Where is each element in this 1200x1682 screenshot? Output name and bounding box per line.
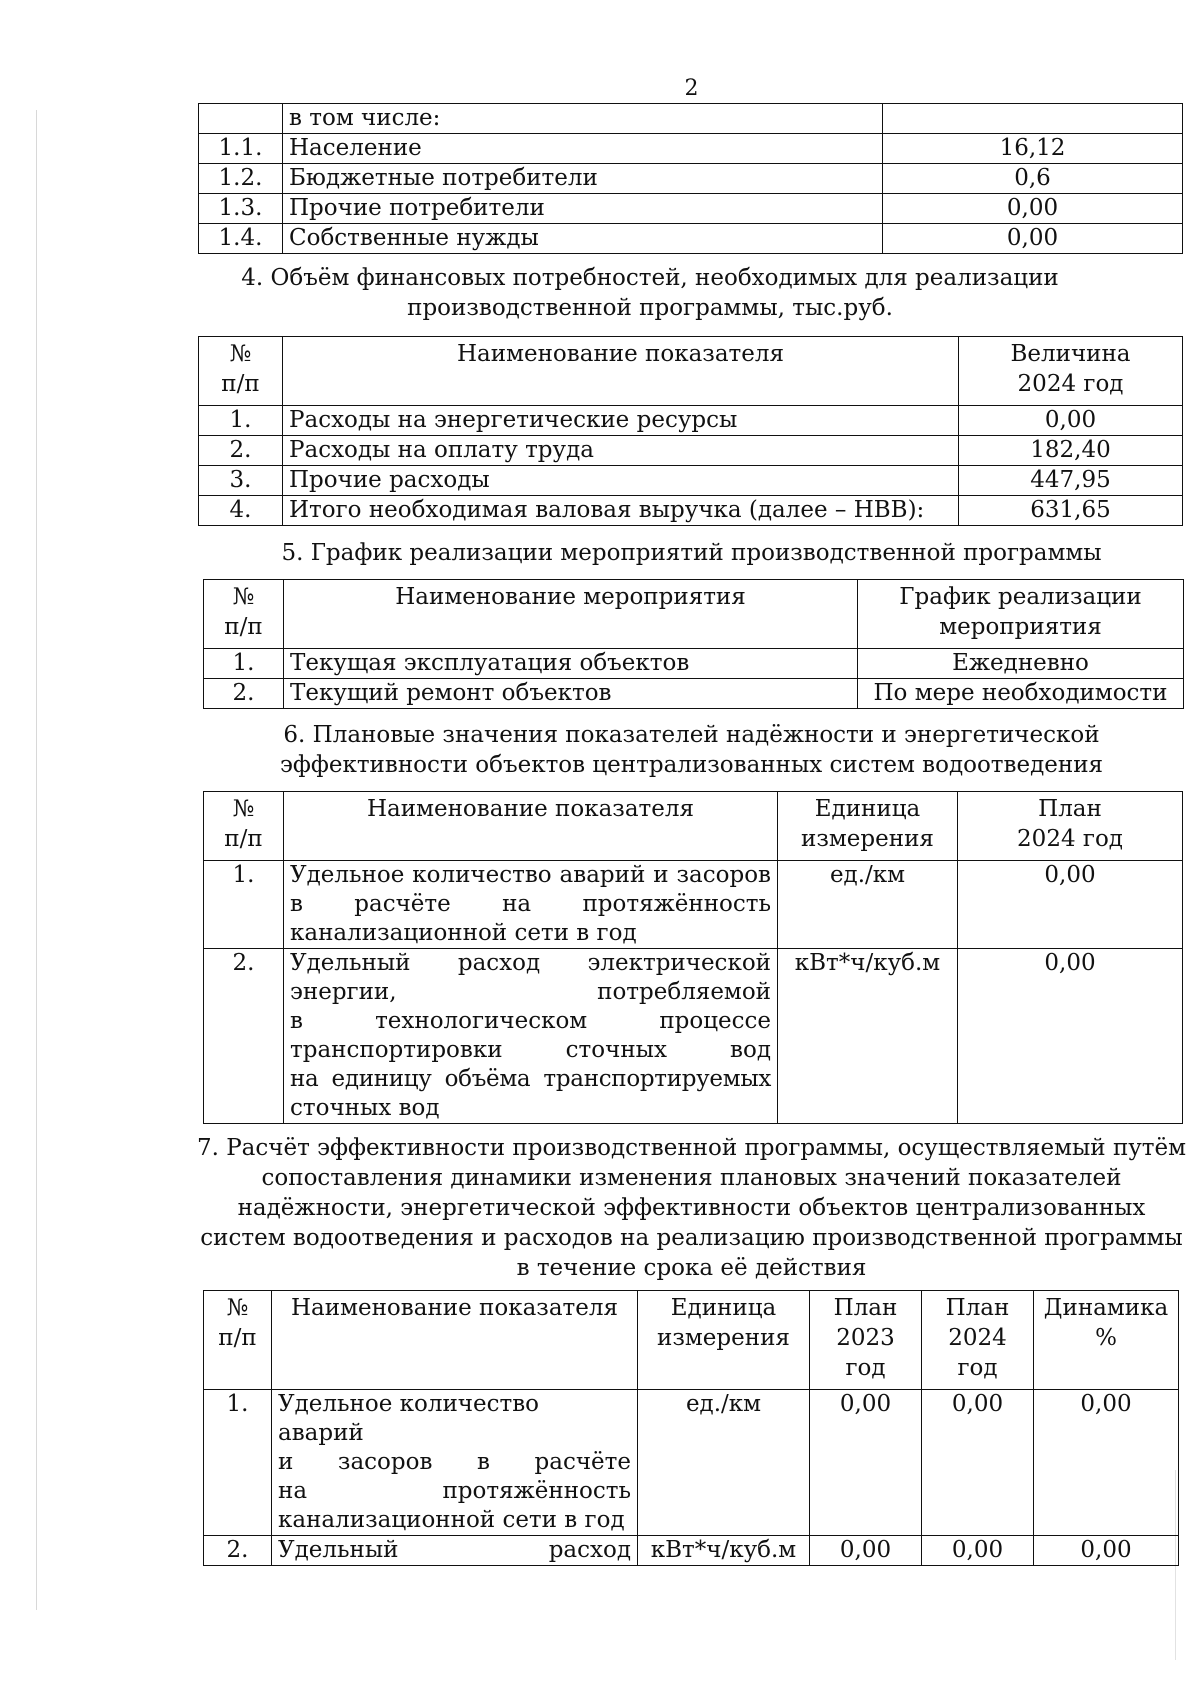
- row-schedule: Ежедневно: [858, 649, 1184, 679]
- header-schedule-line: мероприятия: [939, 614, 1102, 640]
- row-name-line: Удельное количество аварий: [278, 1391, 540, 1446]
- header-num: [204, 1291, 272, 1390]
- row-name-line: Удельный расход электрической: [290, 950, 771, 976]
- table-row: [199, 436, 1183, 466]
- header-unit-line: Единица: [814, 796, 921, 822]
- row-unit: кВт*ч/куб.м: [638, 1536, 810, 1566]
- header-unit-line: измерения: [801, 826, 934, 852]
- table-row: [199, 466, 1183, 496]
- table-row: [199, 496, 1183, 526]
- row-num: 1.: [199, 406, 283, 436]
- header-value-line: Величина: [1010, 341, 1131, 367]
- row-value: 16,12: [883, 134, 1183, 164]
- row-num: 2.: [199, 436, 283, 466]
- row-plan-2023: 0,00: [810, 1390, 922, 1536]
- scan-edge-line: [36, 110, 37, 1610]
- header-num-line: №: [226, 1295, 249, 1321]
- row-name: в том числе:: [283, 104, 883, 134]
- row-num: 1.: [204, 861, 284, 949]
- row-name: Прочие расходы: [283, 466, 959, 496]
- header-unit-line: измерения: [657, 1325, 790, 1351]
- table-row: [199, 406, 1183, 436]
- row-value: 0,6: [883, 164, 1183, 194]
- section-7-title-line: в течение срока её действия: [516, 1255, 867, 1281]
- row-value: 0,00: [959, 406, 1183, 436]
- header-schedule-line: График реализации: [899, 584, 1142, 610]
- header-num-line: №: [232, 584, 255, 610]
- row-schedule: По мере необходимости: [858, 679, 1184, 709]
- row-name-line: на протяжённость: [278, 1478, 631, 1504]
- row-plan-2023: 0,00: [810, 1536, 922, 1566]
- header-plan: [958, 792, 1183, 861]
- header-num-line: п/п: [224, 826, 263, 852]
- header-plan-line: План: [945, 1295, 1010, 1321]
- row-name: Население: [283, 134, 883, 164]
- table-header-row: [204, 1291, 1179, 1390]
- row-name-line: и засоров в расчёте: [278, 1449, 631, 1475]
- table-row: [199, 164, 1183, 194]
- header-plan-2023: [810, 1291, 922, 1390]
- header-name: Наименование показателя: [272, 1291, 638, 1390]
- row-dynamic: 0,00: [1034, 1390, 1179, 1536]
- header-num-line: №: [229, 341, 252, 367]
- row-name-line: в технологическом процессе: [290, 1008, 771, 1034]
- header-plan-line: 2024 год: [1017, 826, 1123, 852]
- row-num: 1.4.: [199, 224, 283, 254]
- section-6-title-line: эффективности объектов централизованных систем водоотведения: [279, 752, 1104, 778]
- row-dynamic: 0,00: [1034, 1536, 1179, 1566]
- row-value: 182,40: [959, 436, 1183, 466]
- header-plan-line: год: [845, 1355, 886, 1381]
- header-num: [204, 580, 284, 649]
- row-value: 447,95: [959, 466, 1183, 496]
- header-dynamic-line: %: [1095, 1325, 1117, 1351]
- header-unit-line: Единица: [670, 1295, 777, 1321]
- header-value: [959, 337, 1183, 406]
- row-name: [272, 1390, 638, 1536]
- row-plan-2024: 0,00: [922, 1536, 1034, 1566]
- row-num: 1.3.: [199, 194, 283, 224]
- table-schedule: [203, 579, 1184, 709]
- row-name-line: сточных вод: [290, 1095, 440, 1121]
- table-row: [199, 194, 1183, 224]
- row-plan: 0,00: [958, 949, 1183, 1124]
- table-row: [204, 949, 1183, 1124]
- table-financial-needs: [198, 336, 1183, 526]
- table-header-row: [204, 580, 1184, 649]
- section-7-title-line: надёжности, энергетической эффективности объектов централизованных: [237, 1195, 1146, 1221]
- row-value: 0,00: [883, 224, 1183, 254]
- section-6-title-line: 6. Плановые значения показателей надёжности и энергетической: [283, 722, 1100, 748]
- table-row: [199, 224, 1183, 254]
- row-name-line: в расчёте на протяжённость: [290, 891, 771, 917]
- header-name: Наименование показателя: [284, 792, 778, 861]
- row-name-line: энергии, потребляемой: [290, 979, 771, 1005]
- table-row: [199, 134, 1183, 164]
- header-num-line: №: [232, 796, 255, 822]
- header-dynamic-line: Динамика: [1043, 1295, 1169, 1321]
- row-name-line: на единицу объёма транспортируемых: [290, 1066, 771, 1092]
- header-unit: [638, 1291, 810, 1390]
- row-unit: кВт*ч/куб.м: [778, 949, 958, 1124]
- row-name: Прочие потребители: [283, 194, 883, 224]
- row-name: Итого необходимая валовая выручка (далее – НВВ):: [283, 496, 959, 526]
- row-num: 3.: [199, 466, 283, 496]
- header-unit: [778, 792, 958, 861]
- section-4-title-line: 4. Объём финансовых потребностей, необходимых для реализации: [241, 265, 1059, 291]
- row-num: 2.: [204, 949, 284, 1124]
- row-value: [883, 104, 1183, 134]
- row-num: 2.: [204, 1536, 272, 1566]
- row-name: Бюджетные потребители: [283, 164, 883, 194]
- row-name: Расходы на оплату труда: [283, 436, 959, 466]
- row-plan-2024: 0,00: [922, 1390, 1034, 1536]
- header-plan-2024: [922, 1291, 1034, 1390]
- row-name-line: транспортировки сточных вод: [290, 1037, 771, 1063]
- header-num: [204, 792, 284, 861]
- header-plan-line: год: [957, 1355, 998, 1381]
- row-name: [284, 949, 778, 1124]
- row-unit: ед./км: [778, 861, 958, 949]
- table-row: [204, 1390, 1179, 1536]
- table-header-row: [204, 792, 1183, 861]
- header-num-line: п/п: [224, 614, 263, 640]
- row-value: 0,00: [883, 194, 1183, 224]
- header-plan-line: 2024: [948, 1325, 1007, 1351]
- header-num: [199, 337, 283, 406]
- row-name: [272, 1536, 638, 1566]
- table-row: [199, 104, 1183, 134]
- row-name: [284, 861, 778, 949]
- table-volume-tail: [198, 103, 1183, 254]
- row-num: 4.: [199, 496, 283, 526]
- header-dynamic: [1034, 1291, 1179, 1390]
- page-number: 2: [684, 76, 699, 101]
- row-name: Расходы на энергетические ресурсы: [283, 406, 959, 436]
- table-row: [204, 1536, 1179, 1566]
- header-plan-line: План: [1038, 796, 1102, 822]
- row-name-line: канализационной сети в год: [290, 920, 637, 946]
- section-7-title-line: 7. Расчёт эффективности производственной программы, осуществляемый путём: [196, 1135, 1187, 1161]
- header-num-line: п/п: [218, 1325, 257, 1351]
- row-num: 1.: [204, 649, 284, 679]
- row-name: Текущая эксплуатация объектов: [284, 649, 858, 679]
- row-value: 631,65: [959, 496, 1183, 526]
- row-name: Собственные нужды: [283, 224, 883, 254]
- row-num: [199, 104, 283, 134]
- table-efficiency: [203, 1290, 1179, 1566]
- header-name: Наименование мероприятия: [284, 580, 858, 649]
- row-num: 2.: [204, 679, 284, 709]
- table-header-row: [199, 337, 1183, 406]
- row-num: 1.1.: [199, 134, 283, 164]
- section-7-title: [150, 1133, 1200, 1283]
- section-4-title-line: производственной программы, тыс.руб.: [407, 295, 893, 321]
- table-row: [204, 679, 1184, 709]
- header-value-line: 2024 год: [1017, 371, 1124, 397]
- row-name-line: Удельное количество аварий и засоров: [290, 862, 771, 888]
- row-num: 1.2.: [199, 164, 283, 194]
- section-4-title: [150, 263, 1150, 323]
- header-plan-line: План: [833, 1295, 898, 1321]
- row-plan: 0,00: [958, 861, 1183, 949]
- section-7-title-line: систем водоотведения и расходов на реализацию производственной программы: [200, 1225, 1183, 1251]
- row-unit: ед./км: [638, 1390, 810, 1536]
- row-name: Текущий ремонт объектов: [284, 679, 858, 709]
- row-name-line: канализационной сети в год: [278, 1507, 625, 1533]
- header-name: Наименование показателя: [283, 337, 959, 406]
- section-5-title: 5. График реализации мероприятий производственной программы: [281, 540, 1102, 566]
- section-6-title: [150, 720, 1200, 780]
- table-reliability-plan: [203, 791, 1183, 1124]
- header-schedule: [858, 580, 1184, 649]
- table-row: [204, 861, 1183, 949]
- header-plan-line: 2023: [836, 1325, 895, 1351]
- header-num-line: п/п: [221, 371, 260, 397]
- row-num: 1.: [204, 1390, 272, 1536]
- section-7-title-line: сопоставления динамики изменения плановых значений показателей: [261, 1165, 1122, 1191]
- row-name-line: Удельный расход: [278, 1537, 631, 1563]
- table-row: [204, 649, 1184, 679]
